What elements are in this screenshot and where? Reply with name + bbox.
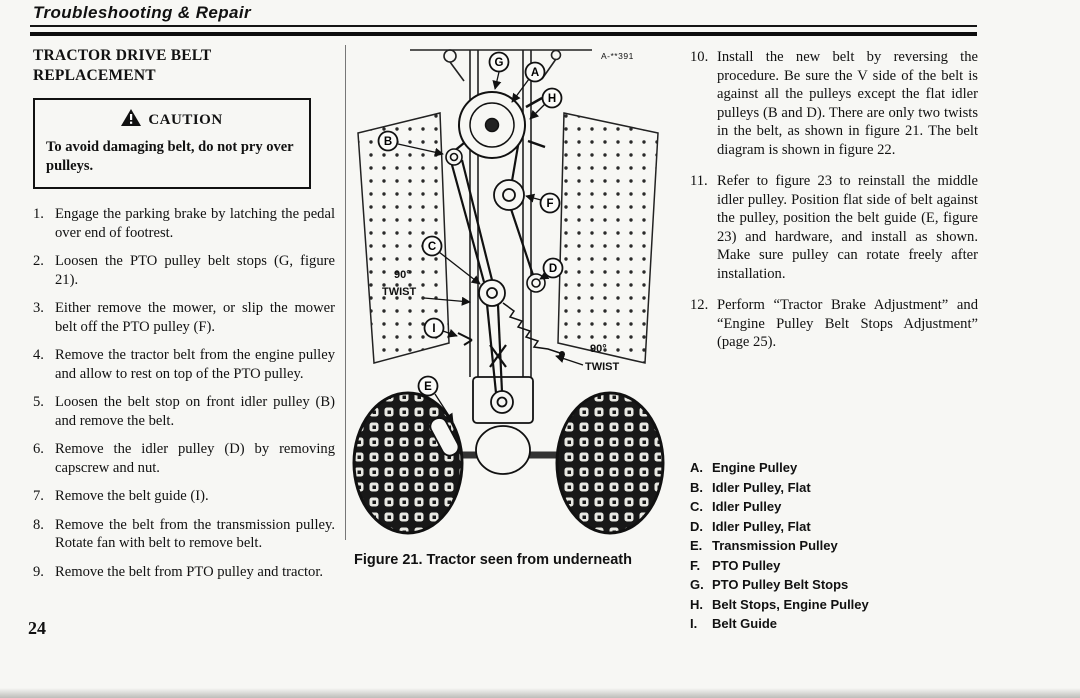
step-number: 6. xyxy=(33,441,44,458)
callout-g xyxy=(490,53,509,90)
figure-21-illustration xyxy=(352,45,665,537)
legend-label: PTO Pulley Belt Stops xyxy=(712,577,849,592)
legend-label: Idler Pulley, Flat xyxy=(712,518,811,534)
step-number: 12. xyxy=(690,297,709,314)
right-footboard xyxy=(558,113,658,363)
procedure-steps-1-9 xyxy=(33,205,335,582)
step-item xyxy=(33,252,335,289)
step-text: Install the new belt by reversing the procedure. Be sure the V side of the belt is against all the pulleys except the flat idler pulleys (B and D). There are only two twists in the belt, as shown in figure 21. The belt diagram is shown in figure 22. xyxy=(717,49,978,158)
twist-degrees-label: 90° xyxy=(590,343,607,355)
header-rule-thin xyxy=(30,25,977,27)
legend-item xyxy=(690,458,978,478)
caution-box xyxy=(33,98,311,189)
step-text: Remove the belt guide (I). xyxy=(55,488,209,505)
step-number: 7. xyxy=(33,488,44,505)
step-item xyxy=(33,563,335,582)
engine-pulley xyxy=(459,92,545,158)
step-item xyxy=(33,440,335,477)
legend-key: D. xyxy=(690,518,703,534)
step-text: Loosen the belt stop on front idler pulley (B) and remove the belt. xyxy=(55,394,335,429)
step-text: Engage the parking brake by latching the pedal over end of footrest. xyxy=(55,205,335,241)
legend-key: G. xyxy=(690,577,704,592)
legend-key: F. xyxy=(690,557,701,573)
caution-title: CAUTION xyxy=(148,111,223,128)
scan-edge-shadow xyxy=(0,688,1080,698)
page-number: 24 xyxy=(28,618,46,638)
svg-text:H: H xyxy=(547,93,557,105)
callout-a xyxy=(512,63,545,103)
legend-item xyxy=(690,556,978,576)
legend-key: A. xyxy=(690,460,703,475)
figure-column xyxy=(352,45,670,571)
legend-item xyxy=(690,497,978,517)
legend-label: Engine Pulley xyxy=(712,460,798,475)
legend-key: E. xyxy=(690,538,703,553)
legend-label: Transmission Pulley xyxy=(712,538,838,553)
svg-text:G: G xyxy=(494,57,504,69)
step-number: 11. xyxy=(690,173,708,190)
procedure-steps-10-12 xyxy=(690,48,978,352)
drive-belt xyxy=(452,140,533,393)
legend-label: Idler Pulley xyxy=(712,499,782,514)
legend-item xyxy=(690,614,978,634)
caution-header xyxy=(46,109,298,131)
step-text: Either remove the mower, or slip the mower belt off the PTO pulley (F). xyxy=(55,300,335,335)
legend-label: PTO Pulley xyxy=(712,557,781,573)
svg-text:A: A xyxy=(530,67,540,79)
step-text: Remove the belt from the transmission pulley. Rotate fan with belt to remove belt. xyxy=(55,516,335,552)
svg-text:D: D xyxy=(548,263,558,275)
tension-spring xyxy=(503,303,564,356)
legend-label: Idler Pulley, Flat xyxy=(712,479,811,495)
twist-word-label: TWIST xyxy=(585,361,620,373)
figure-legend xyxy=(690,458,978,634)
caution-body: To avoid damaging belt, do not pry over pulleys. xyxy=(46,139,294,175)
step-number: 3. xyxy=(33,300,44,317)
legend-key: I. xyxy=(690,616,698,631)
transmission-pulley xyxy=(491,391,513,413)
step-item xyxy=(690,172,978,283)
right-column xyxy=(690,48,978,631)
figure-caption: Figure 21. Tractor seen from underneath xyxy=(354,552,632,568)
step-item xyxy=(690,48,978,159)
idler-pulley-flat-d xyxy=(527,274,545,292)
left-column xyxy=(33,46,335,591)
legend-item xyxy=(690,478,978,498)
step-number: 1. xyxy=(33,205,44,222)
twist-word-label: TWIST xyxy=(382,286,417,298)
step-number: 2. xyxy=(33,253,44,270)
callout-h xyxy=(530,89,562,120)
twist-degrees-label: 90° xyxy=(394,269,411,281)
idler-pulley-flat-b xyxy=(446,149,462,165)
idler-pulley-c xyxy=(479,280,505,306)
step-number: 10. xyxy=(690,49,709,65)
step-text: Remove the idler pulley (D) by removing capscrew and nut. xyxy=(55,441,335,476)
step-text: Remove the belt from PTO pulley and tractor. xyxy=(55,563,324,580)
step-text: Refer to figure 23 to reinstall the middle idler pulley. Position flat side of belt against the pulley, position the belt guide (E, figure 23) and hardware, and install as shown. Make sure pulley can rotate freely after installation. xyxy=(717,173,978,282)
legend-key: B. xyxy=(690,479,703,495)
legend-item xyxy=(690,536,978,556)
step-item xyxy=(33,393,335,430)
callout-i xyxy=(425,319,458,338)
step-item xyxy=(33,487,335,506)
caution-warning-icon xyxy=(121,109,141,131)
callout-d xyxy=(540,259,563,280)
step-item xyxy=(33,346,335,383)
right-tire xyxy=(557,393,663,533)
legend-item xyxy=(690,517,978,537)
step-text: Perform “Tractor Brake Adjustment” and “Engine Pulley Belt Stops Adjustment” (page 25). xyxy=(717,297,978,351)
svg-text:B: B xyxy=(383,136,393,148)
legend-label: Belt Guide xyxy=(712,616,778,631)
page-header-title: Troubleshooting & Repair xyxy=(33,3,252,22)
legend-item xyxy=(690,575,978,595)
legend-label: Belt Stops, Engine Pulley xyxy=(712,596,869,612)
header-rule-thick xyxy=(30,32,977,36)
step-number: 9. xyxy=(33,563,44,580)
step-item xyxy=(33,205,335,242)
svg-text:I: I xyxy=(432,323,436,335)
svg-text:F: F xyxy=(546,198,554,210)
left-tire xyxy=(354,393,462,533)
column-divider-rule xyxy=(345,45,346,540)
figure-ref-code: A-**391 xyxy=(601,51,634,61)
svg-text:C: C xyxy=(427,241,437,253)
legend-key: H. xyxy=(690,596,703,612)
legend-key: C. xyxy=(690,499,703,514)
step-number: 8. xyxy=(33,516,44,533)
pto-pulley xyxy=(494,180,524,210)
step-item xyxy=(690,296,978,352)
legend-item xyxy=(690,595,978,615)
step-item xyxy=(33,516,335,553)
step-text: Remove the tractor belt from the engine pulley and allow to rest on top of the PTO pulley. xyxy=(55,347,335,382)
step-item xyxy=(33,299,335,336)
step-number: 4. xyxy=(33,347,44,364)
step-number: 5. xyxy=(33,394,44,411)
svg-text:E: E xyxy=(424,381,432,393)
step-text: Loosen the PTO pulley belt stops (G, figure 21). xyxy=(55,253,335,288)
section-heading: TRACTOR DRIVE BELT REPLACEMENT xyxy=(33,47,212,85)
